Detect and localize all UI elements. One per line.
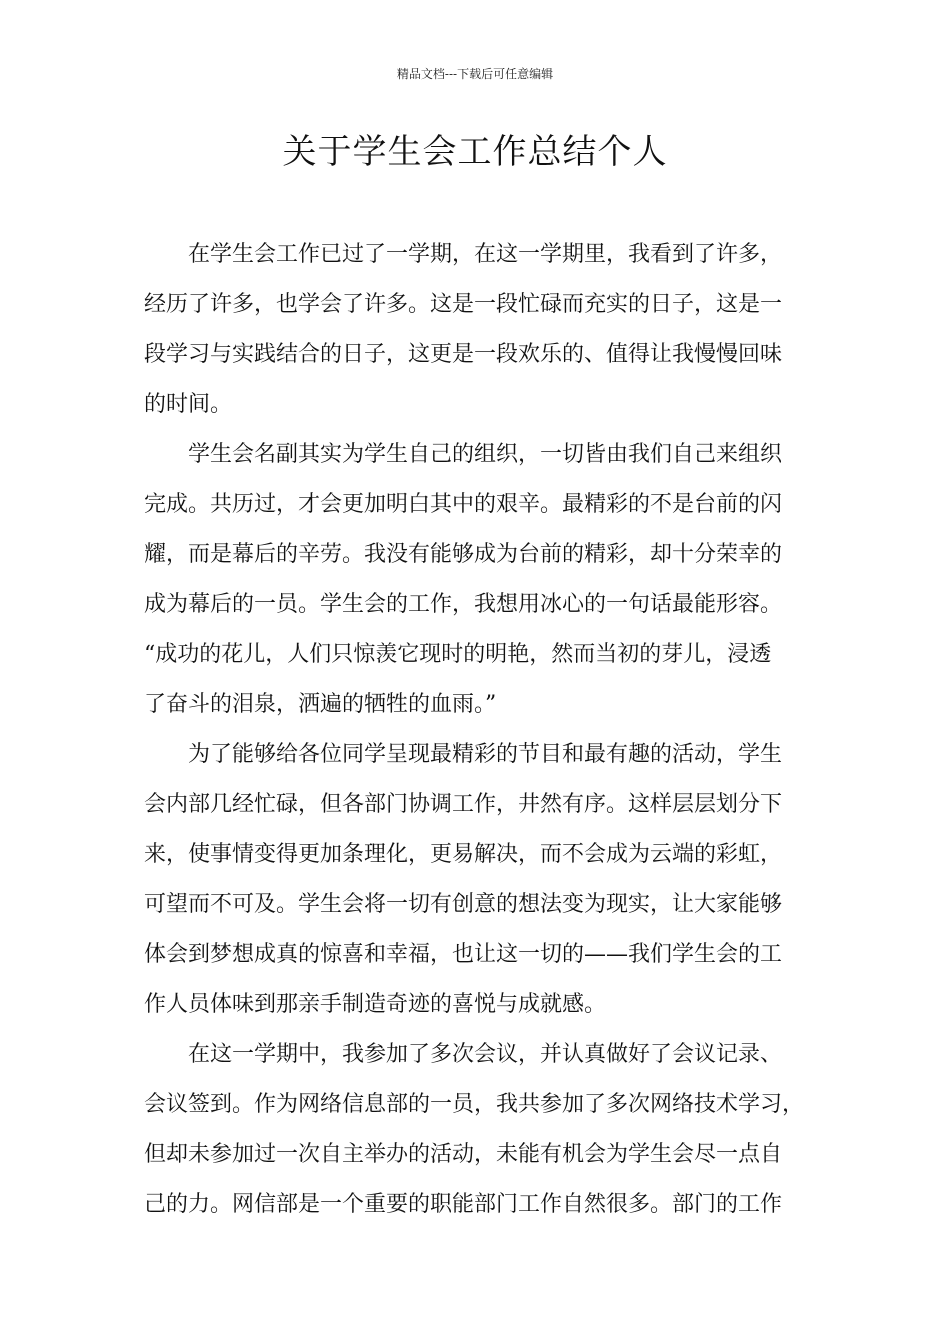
document-title: 关于学生会工作总结个人: [282, 132, 668, 172]
paragraph-4: [144, 1030, 824, 1230]
paragraph-line: 体会到梦想成真的惊喜和幸福，也让这一切的——我们学生会的工: [144, 942, 783, 967]
paragraph-line: 来，使事情变得更加条理化，更易解决，而不会成为云端的彩虹，: [144, 842, 783, 867]
paragraph-3: [144, 730, 824, 1030]
paragraph-line: 作人员体味到那亲手制造奇迹的喜悦与成就感。: [144, 992, 607, 1017]
paragraph-2: [144, 430, 824, 730]
paragraph-line: 为了能够给各位同学呈现最精彩的节目和最有趣的活动，学生: [188, 742, 783, 767]
paragraph-line: 在学生会工作已过了一学期，在这一学期里，我看到了许多，: [188, 242, 783, 267]
document-body: [144, 230, 824, 1230]
paragraph-line: 在这一学期中，我参加了多次会议，并认真做好了会议记录、: [188, 1042, 783, 1067]
paragraph-line: 会议签到。作为网络信息部的一员，我共参加了多次网络技术学习，: [144, 1092, 805, 1117]
paragraph-line: 成为幕后的一员。学生会的工作，我想用冰心的一句话最能形容。: [144, 592, 783, 617]
paragraph-line: 段学习与实践结合的日子，这更是一段欢乐的、值得让我慢慢回味: [144, 342, 783, 367]
paragraph-line: “成功的花儿，人们只惊羡它现时的明艳，然而当初的芽儿，浸透: [144, 642, 772, 667]
header-note: 精品文档---下载后可任意编辑: [396, 67, 554, 81]
paragraph-line: 学生会名副其实为学生自己的组织，一切皆由我们自己来组织: [188, 442, 783, 467]
paragraph-line: 经历了许多，也学会了许多。这是一段忙碌而充实的日子，这是一: [144, 292, 783, 317]
paragraph-line: 己的力。网信部是一个重要的职能部门工作自然很多。部门的工作: [144, 1192, 783, 1217]
paragraph-line: 会内部几经忙碌，但各部门协调工作，井然有序。这样层层划分下: [144, 792, 783, 817]
paragraph-line: 完成。共历过，才会更加明白其中的艰辛。最精彩的不是台前的闪: [144, 492, 783, 517]
paragraph-line: 耀，而是幕后的辛劳。我没有能够成为台前的精彩，却十分荣幸的: [144, 542, 783, 567]
paragraph-1: [144, 230, 824, 430]
paragraph-line: 的时间。: [144, 392, 233, 417]
paragraph-line: 了奋斗的泪泉，洒遍的牺牲的血雨。”: [144, 692, 497, 717]
paragraph-line: 但却未参加过一次自主举办的活动，未能有机会为学生会尽一点自: [144, 1142, 783, 1167]
paragraph-line: 可望而不可及。学生会将一切有创意的想法变为现实，让大家能够: [144, 892, 783, 917]
